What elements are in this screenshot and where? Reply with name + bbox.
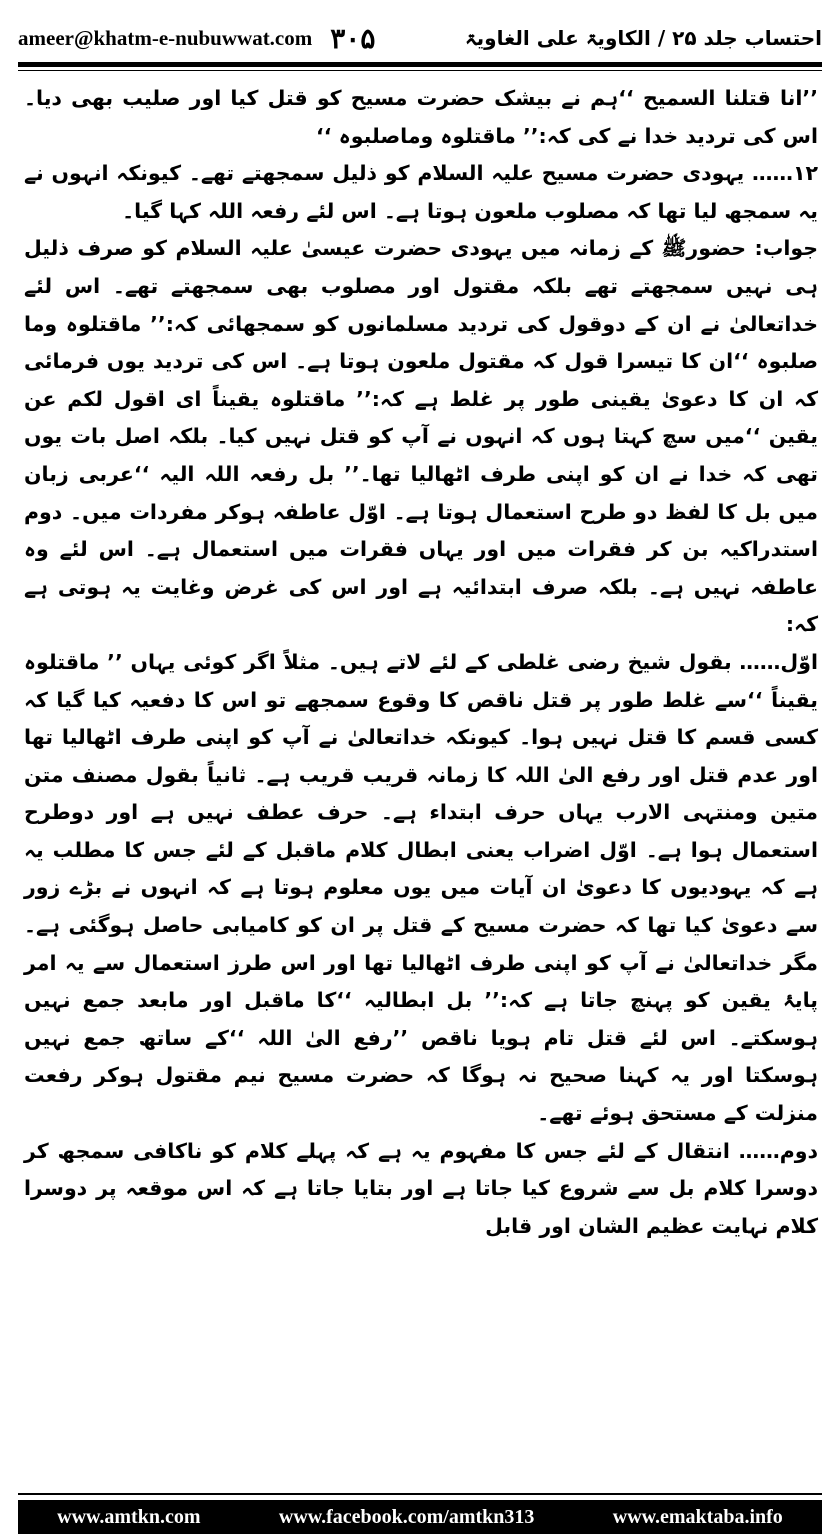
page-number: ۳۰۵ (330, 21, 376, 55)
footer-link-emaktaba[interactable]: www.emaktaba.info (612, 1505, 783, 1528)
header-rule-thin (18, 70, 822, 71)
page-header (18, 18, 822, 58)
paragraph-answer: جواب: حضورﷺ کے زمانہ میں یہودی حضرت عیسیٰ علیہ السلام کو صرف ذلیل ہی نہیں سمجھتے تھے بلکہ مقتول اور مصلوب بھی سمجھتے تھے۔ اس لئے خداتعالیٰ نے ان کے دوقول کی تردید مسلمانوں کو سمجھائی کہ:’’ ماقتلوہ وما صلبوہ ‘‘ان کا تیسرا قول کہ مقتول ملعون ہوتا ہے۔ اس کی تردید یوں فرمائی کہ ان کا دعویٰ یقینی طور پر غلط ہے کہ:’’ ماقتلوہ یقیناً ای اقول لکم عن یقین ‘‘میں سچ کہتا ہوں کہ انہوں نے آپ کو قتل نہیں کیا۔ بلکہ اصل بات یوں تھی کہ خدا نے ان کو اپنی طرف اٹھالیا تھا۔’’ بل رفعہ اللہ الیہ ‘‘عربی زبان میں بل کا لفظ دو طرح استعمال ہوتا ہے۔ اوّل عاطفہ ہوکر مفردات میں۔ دوم استدراکیہ بن کر فقرات میں اور یہاں فقرات میں استعمال ہے۔ اس لئے وہ عاطفہ نہیں ہے۔ بلکہ صرف ابتدائیہ ہے اور اس کی غرض وغایت یہ ہوتی ہے کہ: (24, 236, 818, 637)
header-left (18, 22, 375, 55)
footer-link-amtkn[interactable]: www.amtkn.com (57, 1505, 201, 1528)
header-rule-thick (18, 62, 822, 67)
page-footer (18, 1500, 822, 1534)
book-title: احتساب جلد ۲۵ / الکاویۃ علی الغاویۃ (464, 26, 822, 50)
paragraph-first: اوّل…… بقول شیخ رضی غلطی کے لئے لاتے ہیں۔ مثلاً اگر کوئی یہاں ’’ ماقتلوہ یقیناً ‘‘سے غلط طور پر قتل ناقص کا وقوع سمجھے تو اس کا دفعیہ کیا گیا کہ کسی قسم کا قتل نہیں ہوا۔ کیونکہ خداتعالیٰ نے آپ کو اپنی طرف اٹھالیا تھا اور عدم قتل اور رفع الیٰ اللہ کا زمانہ قریب قریب ہے۔ ثانیاً بقول مصنف متن متین ومنتہی الارب یہاں حرف ابتداء ہے۔ حرف عطف نہیں ہے اور دوطرح استعمال ہوا ہے۔ اوّل اضراب یعنی ابطال کلام ماقبل کے لئے جس کا مطلب یہ ہے کہ یہودیوں کا دعویٰ ان آیات میں یوں معلوم ہوتا ہے کہ انہوں نے بڑے زور سے دعویٰ کیا تھا کہ حضرت مسیح کے قتل پر ان کو کامیابی حاصل ہوگئی ہے۔ مگر خداتعالیٰ نے آپ کو اپنی طرف اٹھالیا تھا اور اس طرز استعمال سے یہ امر پایۂ یقین کو پہنچ جاتا ہے کہ:’’ بل ابطالیہ ‘‘کا ماقبل اور مابعد جمع نہیں ہوسکتے۔ اس لئے قتل تام ہویا ناقص ’’رفع الیٰ اللہ ‘‘کے ساتھ جمع نہیں ہوسکتا اور یہ کہنا صحیح نہ ہوگا کہ حضرت مسیح نیم مقتول ہوکر رفعت منزلت کے مستحق ہوئے تھے۔ (24, 649, 818, 1126)
paragraph-point-12: ۱۲…… یہودی حضرت مسیح علیہ السلام کو ذلیل سمجھتے تھے۔ کیونکہ انہوں نے یہ سمجھ لیا تھا کہ مصلوب ملعون ہوتا ہے۔ اس لئے رفعہ اللہ کہا گیا۔ (24, 161, 818, 223)
footer-rule (18, 1493, 822, 1495)
header-email: ameer@khatm-e-nubuwwat.com (18, 25, 313, 50)
footer-link-facebook[interactable]: www.facebook.com/amtkn313 (278, 1505, 535, 1528)
page-body (24, 80, 818, 1245)
paragraph-second: دوم…… انتقال کے لئے جس کا مفہوم یہ ہے کہ پہلے کلام کو ناکافی سمجھ کر دوسرا کلام بل سے شروع کیا جاتا ہے اور بتایا جاتا ہے کہ اس موقعہ پر دوسرا کلام نہایت عظیم الشان اور قابل (24, 1138, 818, 1238)
paragraph-quote: ’’انا قتلنا السمیح ‘‘ہم نے بیشک حضرت مسیح کو قتل کیا اور صلیب بھی دیا۔ اس کی تردید خدا نے کی کہ:’’ ماقتلوہ وماصلبوہ ‘‘ (24, 86, 818, 148)
